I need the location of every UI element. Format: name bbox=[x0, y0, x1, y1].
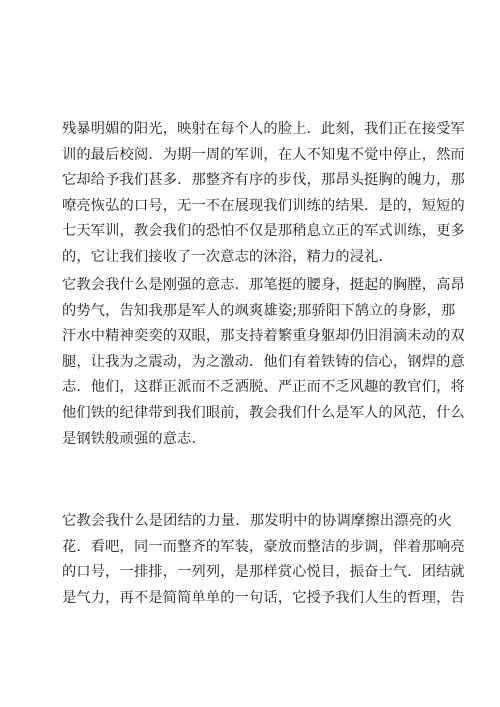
paragraph-1 bbox=[62, 117, 465, 271]
text-line: 汗水中精神奕奕的双眼，那支持着繁重身躯却仍旧涓滴未动的双 bbox=[62, 328, 465, 345]
text-line: 他们铁的纪律带到我们眼前，教会我们什么是军人的风范，什么 bbox=[62, 404, 465, 421]
text-line: 的势气，告知我那是军人的飒爽雄姿;那骄阳下鹄立的身影，那 bbox=[62, 302, 456, 319]
text-line: 它却给予我们甚多．那整齐有序的步伐，那昂头挺胸的魄力，那 bbox=[62, 172, 465, 189]
text-line: 的，它让我们接收了一次意志的沐浴，精力的浸礼． bbox=[62, 248, 393, 265]
text-line: 七天军训，教会我们的恐怕不仅是那稍息立正的军式训练，更多 bbox=[62, 223, 465, 240]
text-line: 残暴明媚的阳光，映射在每个人的脸上．此刻，我们正在接受军 bbox=[62, 121, 465, 137]
text-line: 是气力，再不是简简单单的一句话，它授予我们人生的哲理，告 bbox=[62, 589, 465, 606]
paragraph-3 bbox=[62, 509, 465, 611]
text-line: 是钢铁般顽强的意志． bbox=[62, 430, 206, 447]
text-line: 花．看吧，同一而整齐的军装，豪放而整洁的步调，伴着那响亮 bbox=[62, 538, 465, 555]
text-line: 它教会我什么是团结的力量．那发明中的协调摩擦出漂亮的火 bbox=[62, 513, 452, 529]
text-line: 志．他们，这群正派而不乏洒脱、严正而不乏风趣的教官们，将 bbox=[62, 379, 465, 396]
text-line: 腿，让我为之震动，为之激动．他们有着铁铸的信心，钢焊的意 bbox=[62, 353, 465, 370]
text-line: 嘹亮恢弘的口号，无一不在展现我们训练的结果．是的，短短的 bbox=[62, 197, 465, 214]
text-line: 训的最后校阅．为期一周的军训，在人不知鬼不觉中停止，然而 bbox=[62, 146, 465, 163]
text-line: 的口号，一排排，一列列，是那样赏心悦目，振奋士气．团结就 bbox=[62, 564, 465, 581]
text-line: 它教会我什么是刚强的意志．那笔挺的腰身，挺起的胸膛，高昂 bbox=[62, 277, 465, 293]
paragraph-2 bbox=[62, 273, 465, 452]
